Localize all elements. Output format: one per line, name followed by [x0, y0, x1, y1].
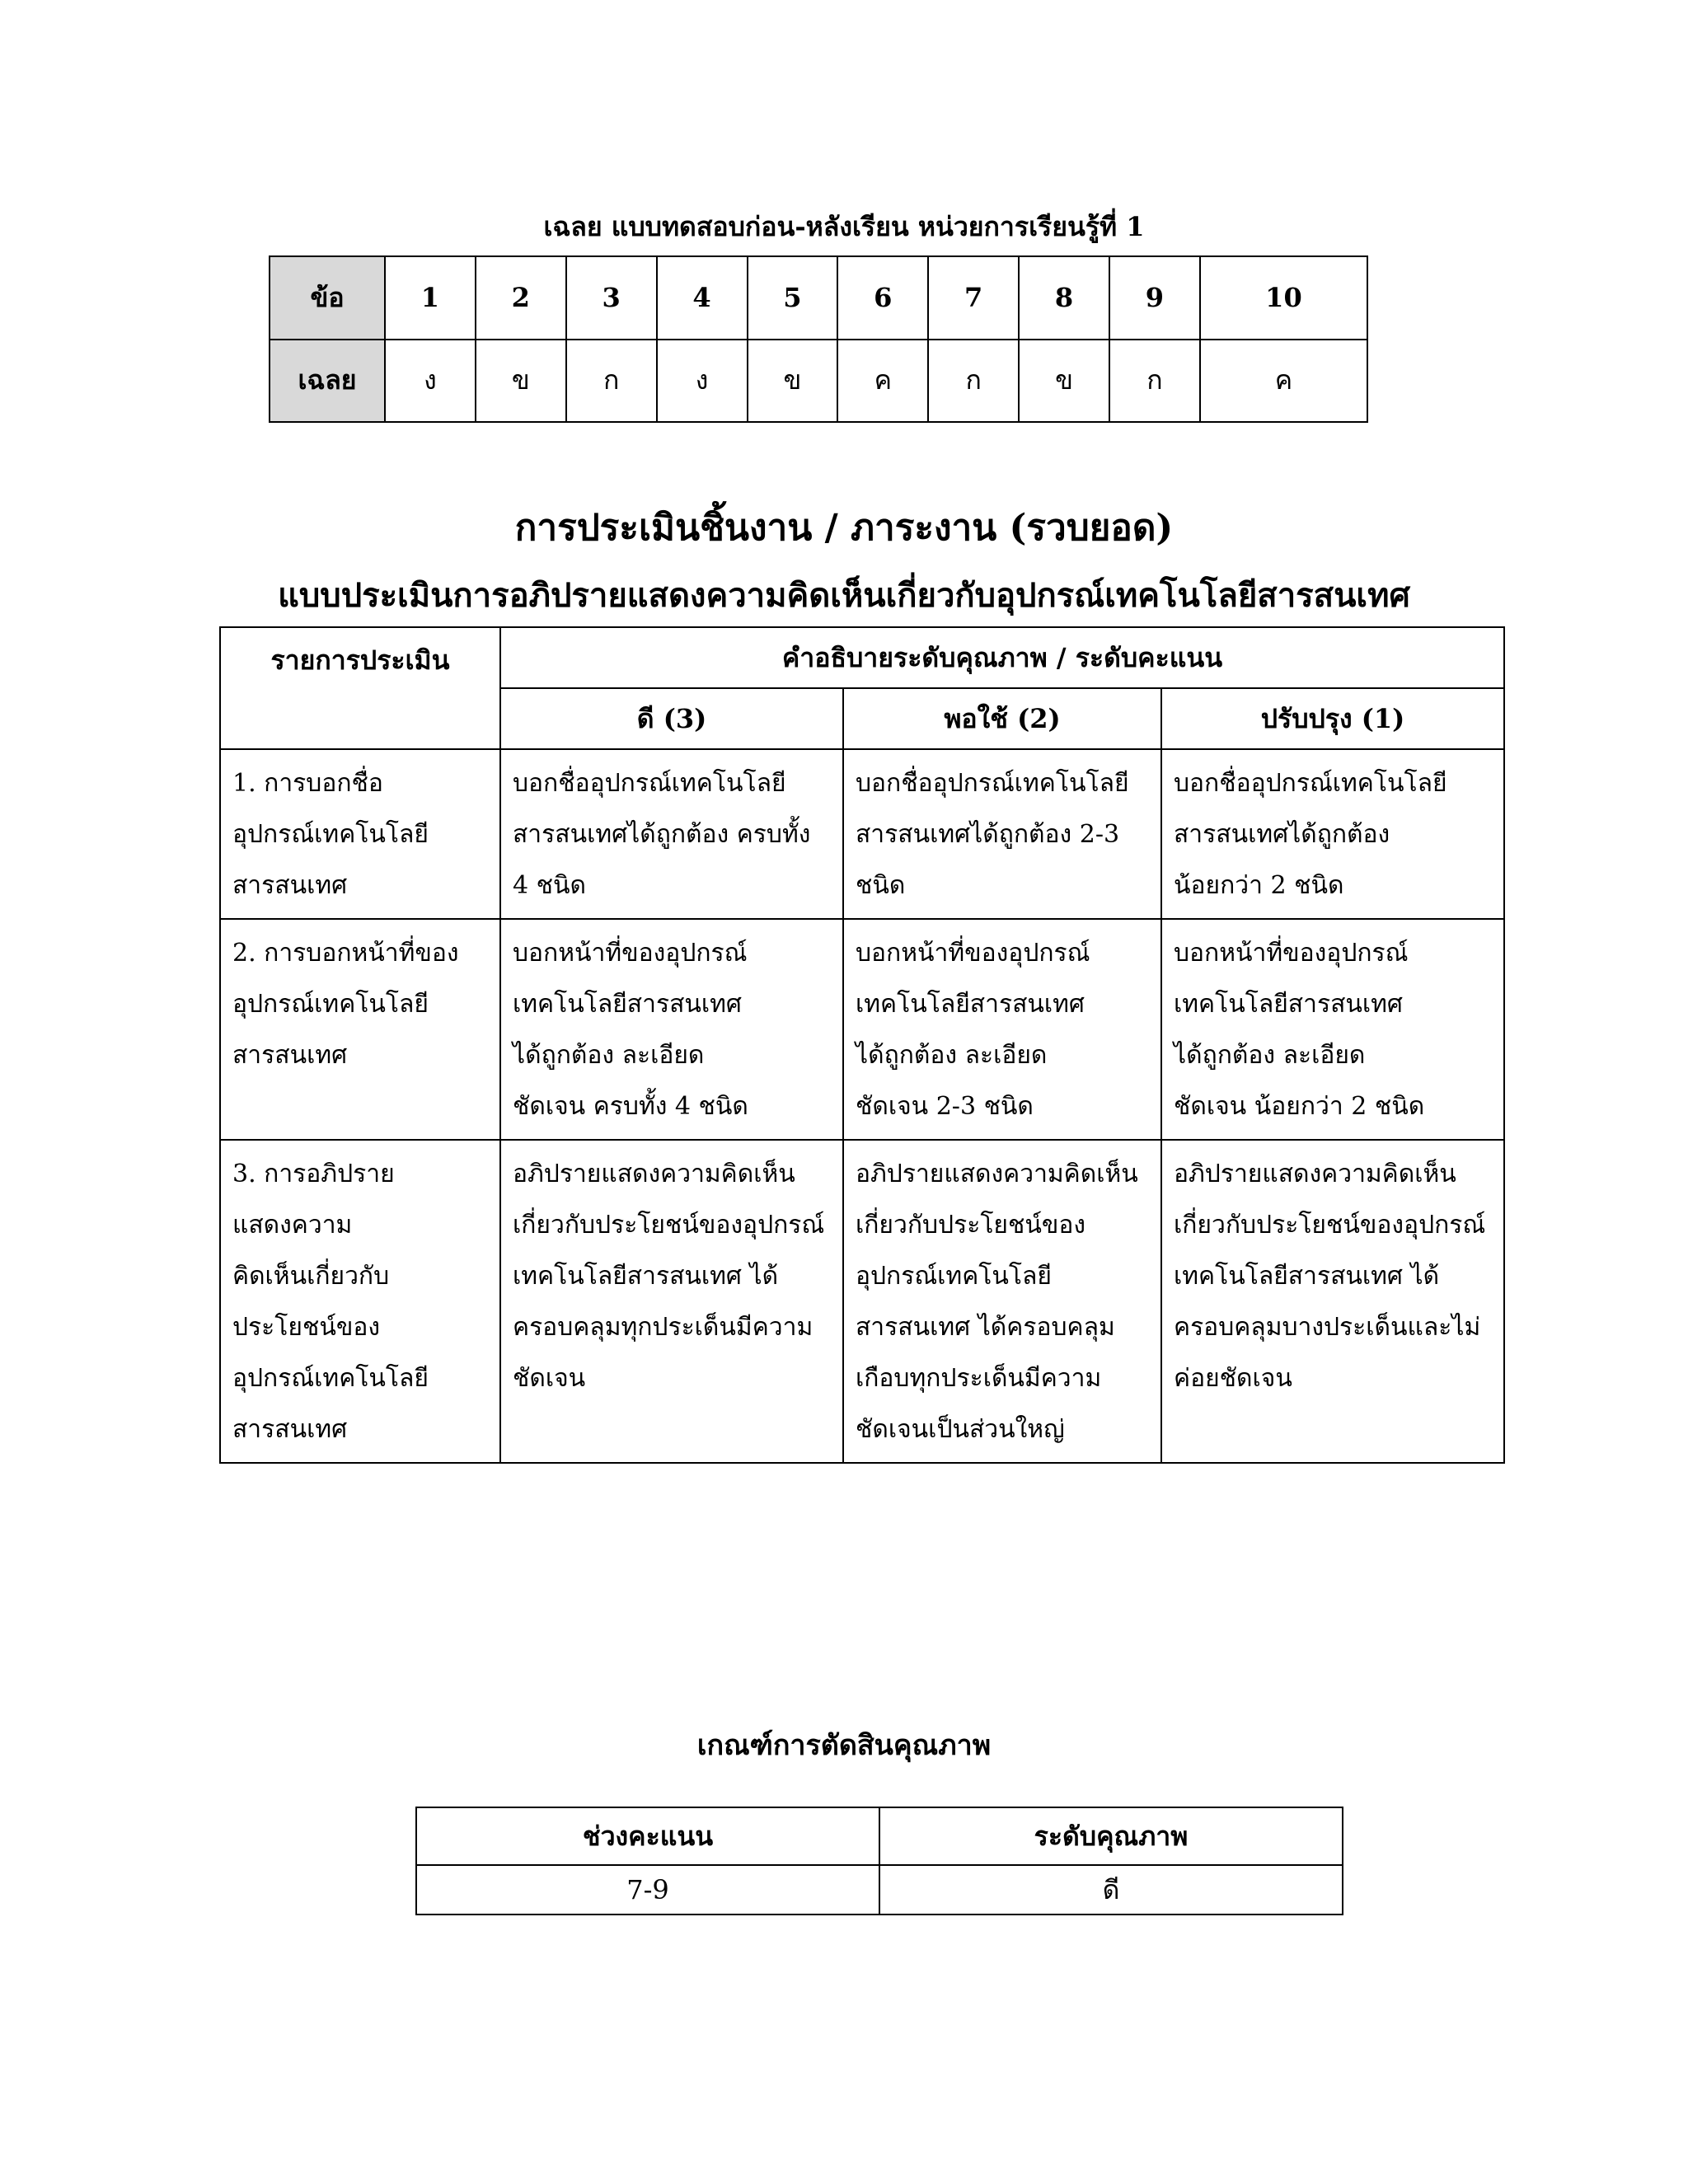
rubric-improve-desc: บอกหน้าที่ของอุปกรณ์ เทคโนโลยีสารสนเทศ ได้ถูกต้อง ละเอียด ชัดเจน น้อยกว่า 2 ชนิด	[1161, 919, 1504, 1140]
rubric-good-desc: บอกหน้าที่ของอุปกรณ์ เทคโนโลยีสารสนเทศ ได้ถูกต้อง ละเอียด ชัดเจน ครบทั้ง 4 ชนิด	[500, 919, 843, 1140]
rubric-fair-desc: อภิปรายแสดงความคิดเห็น เกี่ยวกับประโยชน์ของ อุปกรณ์เทคโนโลยี สารสนเทศ ได้ครอบคลุม เกือบทุกประเด็นมีความ ชัดเจนเป็นส่วนใหญ่	[843, 1140, 1161, 1463]
rubric-good-desc: อภิปรายแสดงความคิดเห็น เกี่ยวกับประโยชน์ของอุปกรณ์ เทคโนโลยีสารสนเทศ ได้ ครอบคลุมทุกประเด็นมีความ ชัดเจน	[500, 1140, 843, 1463]
criteria-range: 7-9	[416, 1865, 879, 1915]
rubric-col-description: คำอธิบายระดับคุณภาพ / ระดับคะแนน	[500, 627, 1504, 688]
item-number: 2	[476, 256, 566, 340]
criteria-col-range: ช่วงคะแนน	[416, 1807, 879, 1865]
answer-key-table	[269, 255, 1368, 423]
answer-cell: ข	[476, 340, 566, 423]
item-number: 6	[837, 256, 928, 340]
level-good: ดี (3)	[500, 688, 843, 749]
rubric-col-item: รายการประเมิน	[220, 627, 500, 749]
rubric-improve-desc: บอกชื่ออุปกรณ์เทคโนโลยี สารสนเทศได้ถูกต้อง น้อยกว่า 2 ชนิด	[1161, 749, 1504, 919]
criteria-row	[416, 1865, 1343, 1915]
rubric-row	[220, 1140, 1504, 1463]
rubric-item: 3. การอภิปราย แสดงความ คิดเห็นเกี่ยวกับ ประโยชน์ของ อุปกรณ์เทคโนโลยี สารสนเทศ	[220, 1140, 500, 1463]
criteria-level: ดี	[879, 1865, 1343, 1915]
criteria-header-row	[416, 1807, 1343, 1865]
item-number: 3	[566, 256, 657, 340]
item-number: 4	[657, 256, 748, 340]
rubric-header-row	[220, 627, 1504, 688]
rubric-fair-desc: บอกชื่ออุปกรณ์เทคโนโลยี สารสนเทศได้ถูกต้อง 2-3 ชนิด	[843, 749, 1161, 919]
rubric-subtitle: แบบประเมินการอภิปรายแสดงความคิดเห็นเกี่ยวกับอุปกรณ์เทคโนโลยีสารสนเทศ	[278, 576, 1410, 615]
rubric-row	[220, 919, 1504, 1140]
item-number: 1	[385, 256, 476, 340]
answer-key-item-row	[270, 256, 1367, 340]
rubric-row	[220, 749, 1504, 919]
answer-cell: ง	[657, 340, 748, 423]
item-number: 10	[1200, 256, 1367, 340]
rubric-title: การประเมินชิ้นงาน / ภาระงาน (รวบยอด)	[514, 507, 1174, 549]
rubric-item: 2. การบอกหน้าที่ของ อุปกรณ์เทคโนโลยี สารสนเทศ	[220, 919, 500, 1140]
answer-cell: ก	[1109, 340, 1200, 423]
answer-cell: ก	[566, 340, 657, 423]
answer-cell: ก	[928, 340, 1019, 423]
answer-cell: ค	[1200, 340, 1367, 423]
rubric-item: 1. การบอกชื่อ อุปกรณ์เทคโนโลยี สารสนเทศ	[220, 749, 500, 919]
answer-cell: ง	[385, 340, 476, 423]
row-label-item: ข้อ	[270, 256, 385, 340]
criteria-col-level: ระดับคุณภาพ	[879, 1807, 1343, 1865]
criteria-table	[415, 1807, 1343, 1915]
rubric-good-desc: บอกชื่ออุปกรณ์เทคโนโลยี สารสนเทศได้ถูกต้อง ครบทั้ง 4 ชนิด	[500, 749, 843, 919]
answer-key-answer-row	[270, 340, 1367, 423]
rubric-fair-desc: บอกหน้าที่ของอุปกรณ์ เทคโนโลยีสารสนเทศ ได้ถูกต้อง ละเอียด ชัดเจน 2-3 ชนิด	[843, 919, 1161, 1140]
answer-cell: ข	[748, 340, 838, 423]
answer-key-title: เฉลย แบบทดสอบก่อน-หลังเรียน หน่วยการเรียนรู้ที่ 1	[543, 211, 1145, 242]
criteria-title: เกณฑ์การตัดสินคุณภาพ	[696, 1729, 992, 1762]
rubric-improve-desc: อภิปรายแสดงความคิดเห็น เกี่ยวกับประโยชน์ของอุปกรณ์ เทคโนโลยีสารสนเทศ ได้ ครอบคลุมบางประเด็นและไม่ ค่อยชัดเจน	[1161, 1140, 1504, 1463]
item-number: 9	[1109, 256, 1200, 340]
level-fair: พอใช้ (2)	[843, 688, 1161, 749]
rubric-table	[219, 626, 1505, 1464]
item-number: 5	[748, 256, 838, 340]
level-improve: ปรับปรุง (1)	[1161, 688, 1504, 749]
answer-cell: ค	[837, 340, 928, 423]
item-number: 8	[1019, 256, 1109, 340]
row-label-answer: เฉลย	[270, 340, 385, 423]
answer-cell: ข	[1019, 340, 1109, 423]
item-number: 7	[928, 256, 1019, 340]
